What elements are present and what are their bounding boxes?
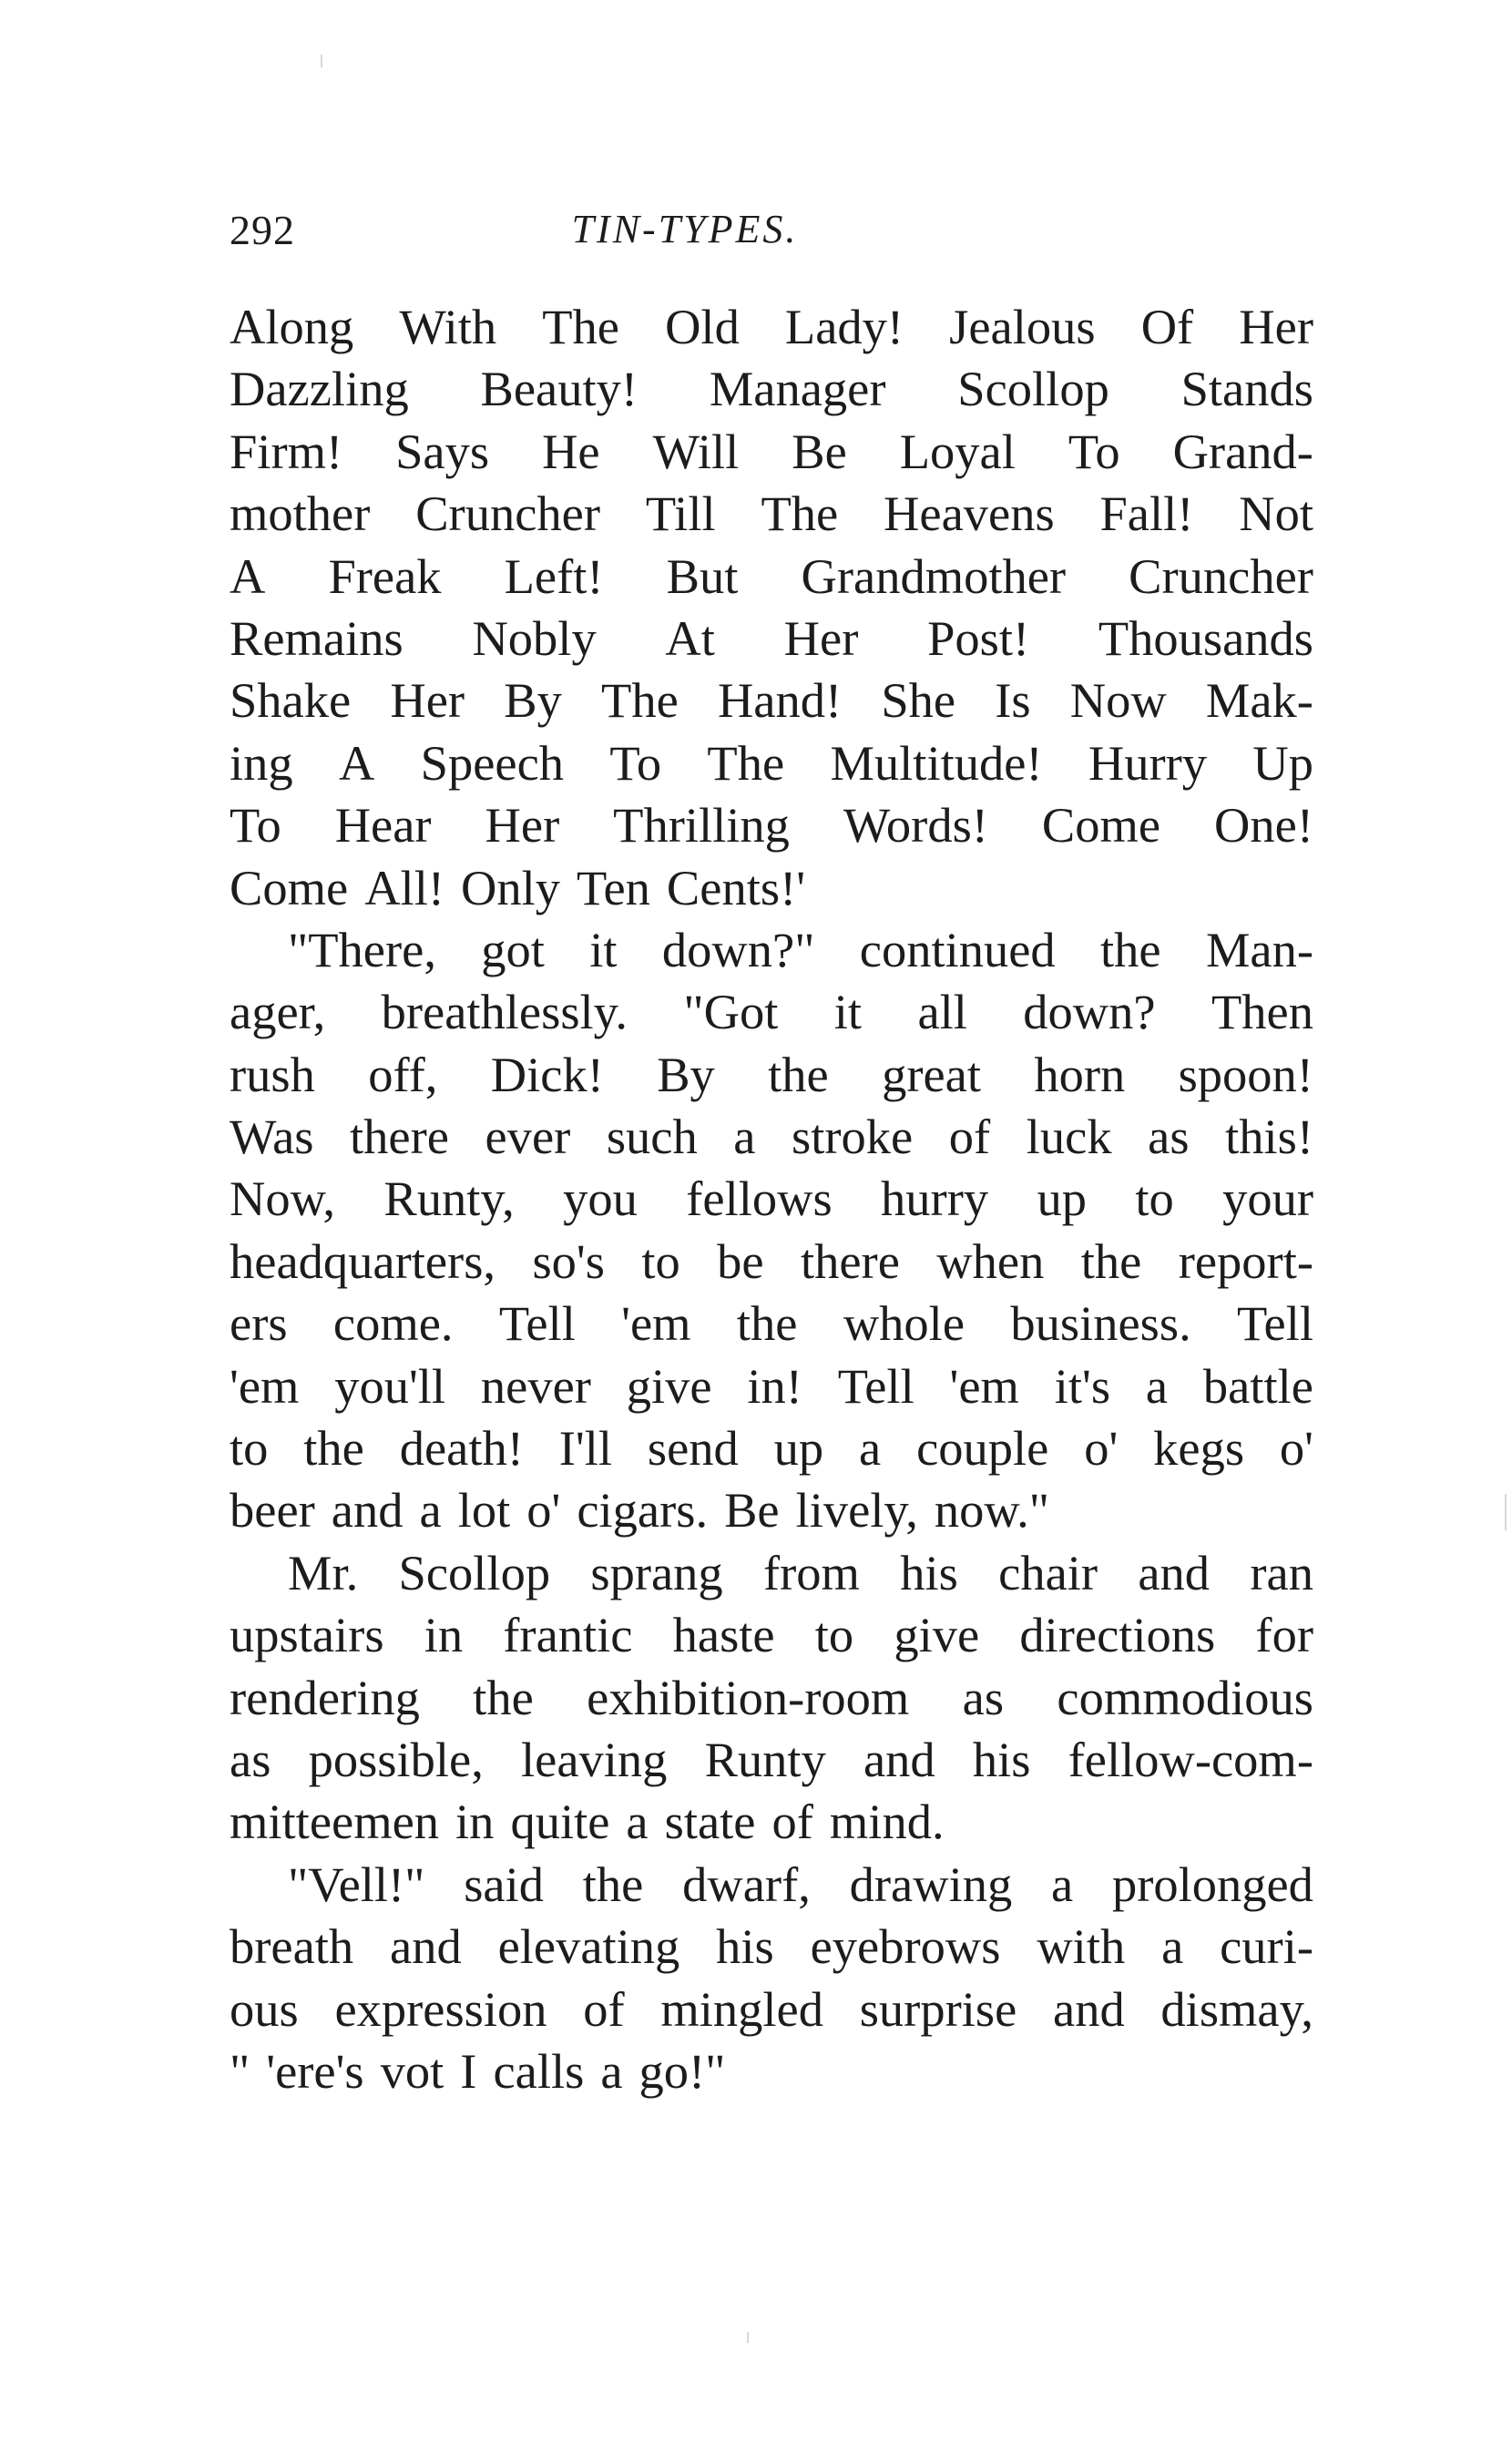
word: Thrilling [613,797,790,854]
word: in [455,1794,495,1850]
word: this! [1225,1109,1313,1165]
word: give [894,1607,980,1663]
word: and [390,1918,462,1975]
word: Hurry [1088,734,1208,791]
word: a [626,1794,649,1850]
word: up [773,1420,824,1477]
word: By [504,672,562,729]
scan-speck [321,55,322,67]
word: To [609,734,662,791]
word: business. [1010,1295,1191,1352]
word: rendering [230,1669,420,1725]
word: in! [747,1357,802,1414]
word: upstairs [230,1607,384,1663]
word: Runty [704,1731,826,1787]
text-line [230,857,1313,919]
word: kegs [1153,1420,1245,1477]
word: when [936,1232,1045,1289]
word: rush [230,1046,315,1102]
word: luck [1026,1109,1112,1165]
word: Her [390,672,465,729]
word: send [647,1420,739,1477]
word: report- [1178,1232,1313,1289]
word: be [717,1232,764,1289]
word: death! [399,1420,524,1477]
word: Thousands [1098,609,1313,666]
word: Multitude! [830,734,1043,791]
word: a [733,1109,756,1165]
word: breathlessly. [381,984,628,1040]
word: couple [916,1420,1049,1477]
word: Runty, [383,1171,515,1227]
word: there [350,1109,449,1165]
word: He [542,423,600,479]
word: the [768,1046,829,1102]
word: the [1100,921,1161,977]
word: Mr. [288,1544,359,1600]
word: Grandmother [801,547,1067,604]
word: Jealous [949,299,1096,354]
word: possible, [308,1731,484,1787]
word: Freak [328,547,442,604]
word: ers [230,1295,288,1352]
word: Hear [334,797,432,854]
word: Nobly [472,609,597,666]
word: hurry [881,1171,989,1227]
text-line [230,919,1313,981]
word: Manager [709,361,886,417]
word: battle [1202,1357,1313,1414]
word: as [230,1731,271,1787]
word: She [881,672,956,729]
word: you'll [334,1357,446,1414]
word: Not [1239,486,1313,542]
word: Left! [504,547,604,604]
word: surprise [859,1980,1017,2037]
word: now." [934,1482,1050,1539]
word: of [948,1109,991,1165]
word: "Vell!" [288,1856,425,1912]
word: Old [665,299,740,354]
word: 'ere's [266,2042,364,2099]
text-line [230,1791,1313,1853]
word: Firm! [230,423,343,479]
text-line [230,732,1313,794]
text-line [230,1854,1313,1916]
text-line [230,1417,1313,1479]
word: dismay, [1160,1980,1313,2037]
text-line [230,421,1313,483]
running-title: TIN-TYPES. [571,207,799,251]
word: A [230,547,266,604]
word: down? [1023,984,1156,1040]
word: ran [1250,1544,1313,1600]
word: Beauty! [480,361,639,417]
word: eyebrows [810,1918,1001,1975]
word: Tell [498,1295,576,1352]
word: down?" [661,921,815,977]
text-line [230,358,1313,420]
word: A [338,734,375,791]
word: up [1037,1171,1087,1227]
word: to [814,1607,854,1663]
text-line [230,1044,1313,1106]
word: One! [1214,797,1313,854]
word: exhibition-room [587,1669,910,1725]
word: off, [368,1046,438,1102]
word: it [589,921,618,977]
word: o' [526,1482,561,1539]
word: By [657,1046,715,1102]
word: Words! [843,797,988,854]
word: sprang [590,1544,723,1600]
word: Mak- [1205,672,1313,729]
word: lot [457,1482,511,1539]
text-line [230,608,1313,670]
text-line [230,1979,1313,2040]
word: Tell [837,1357,914,1414]
word: Up [1252,734,1313,791]
word: Cents!' [666,859,806,915]
word: stroke [792,1109,914,1165]
word: ager, [230,984,326,1040]
word: a [419,1482,442,1539]
text-line [230,2040,1313,2102]
word: state [664,1794,756,1850]
word: a [1050,1856,1074,1912]
text-line [230,1355,1313,1417]
word: calls [493,2042,585,2099]
word: lively, [795,1482,918,1539]
word: The [542,299,619,354]
scan-speck [1505,1494,1507,1530]
word: Along [230,299,354,354]
word: Be [724,1482,780,1539]
word: ing [230,734,293,791]
word: come. [332,1295,454,1352]
word: said [464,1856,544,1912]
word: Speech [420,734,565,791]
word: and [863,1731,935,1787]
word: "There, [288,921,436,977]
word: 'em [230,1357,300,1414]
word: o' [1279,1420,1313,1477]
text-line [230,1231,1313,1293]
word: commodious [1057,1669,1313,1725]
scan-speck [747,2332,749,2343]
word: your [1222,1171,1313,1227]
word: vot [380,2042,444,2099]
text-line [230,1729,1313,1791]
word: leaving [521,1731,668,1787]
word: Fall! [1099,486,1194,542]
word: Tell [1237,1295,1313,1352]
word: haste [672,1607,775,1663]
word: Shake [230,672,352,729]
word: Scollop [957,361,1109,417]
word: Says [395,423,490,479]
word: elevating [497,1918,680,1975]
word: Then [1211,984,1313,1040]
word: Loyal [899,423,1016,479]
word: from [762,1544,860,1600]
word: Cruncher [1129,547,1313,604]
word: his [972,1731,1031,1787]
word: " [230,2042,250,2099]
word: cigars. [577,1482,709,1539]
word: as [962,1669,1005,1725]
word: a [859,1420,882,1477]
word: Her [485,797,560,854]
word: go!" [639,2042,726,2099]
word: the [1080,1232,1142,1289]
word: the [303,1420,364,1477]
word: directions [1019,1607,1216,1663]
word: of [771,1794,813,1850]
word: curi- [1220,1918,1313,1975]
word: Lady! [784,299,904,354]
word: "Got [683,984,779,1040]
word: 'em [949,1357,1019,1414]
word: to [230,1420,269,1477]
text-line [230,1916,1313,1978]
word: prolonged [1111,1856,1313,1912]
text-line [230,670,1313,731]
word: fellows [686,1171,833,1227]
text-line [230,483,1313,545]
word: All! [364,859,444,915]
word: it [833,984,863,1040]
word: To [230,797,281,854]
word: as [1148,1109,1190,1165]
word: beer [230,1482,315,1539]
text-line [230,981,1313,1043]
word: Now [1069,672,1167,729]
word: The [707,734,785,791]
word: breath [230,1918,354,1975]
word: 'em [621,1295,691,1352]
text-line [230,1604,1313,1666]
word: his [716,1918,774,1975]
word: great [882,1046,981,1102]
text-line [230,296,1313,358]
word: such [606,1109,698,1165]
word: quite [510,1794,610,1850]
word: I [460,2042,477,2099]
word: Come [1041,797,1161,854]
word: fellow-com- [1068,1731,1313,1787]
word: Stands [1180,361,1313,417]
word: Dazzling [230,361,409,417]
word: With [399,299,497,354]
word: Post! [927,609,1030,666]
page-header [230,206,1313,270]
word: Heavens [884,486,1055,542]
word: The [761,486,839,542]
word: Till [645,486,716,542]
word: headquarters, [230,1232,496,1289]
word: so's [532,1232,605,1289]
word: o' [1084,1420,1119,1477]
word: Is [995,672,1031,729]
word: mind. [829,1794,945,1850]
word: and [331,1482,404,1539]
word: mingled [660,1980,823,2037]
word: the [582,1856,644,1912]
word: Now, [230,1171,336,1227]
word: Grand- [1172,423,1313,479]
word: a [600,2042,623,2099]
word: Only [460,859,560,915]
word: Of [1140,299,1194,354]
word: Scollop [398,1544,551,1600]
word: in [424,1607,464,1663]
text-line [230,546,1313,608]
text-line [230,794,1313,856]
word: all [917,984,967,1040]
word: Ten [576,859,650,915]
body-text [230,296,1313,2102]
text-line [230,1293,1313,1355]
word: The [601,672,679,729]
word: drawing [849,1856,1013,1912]
word: Dick! [490,1046,604,1102]
word: whole [843,1295,965,1352]
word: chair [998,1544,1098,1600]
word: and [1053,1980,1125,2037]
word: you [563,1171,638,1227]
word: got [481,921,545,977]
text-line [230,1542,1313,1604]
word: the [736,1295,798,1352]
word: for [1255,1607,1313,1663]
word: mother [230,486,371,542]
word: dwarf, [682,1856,811,1912]
text-line [230,1667,1313,1729]
text-line [230,1168,1313,1230]
word: Remains [230,609,404,666]
word: Come [230,859,349,915]
word: expression [334,1980,547,2037]
word: it's [1054,1357,1111,1414]
word: ous [230,1980,299,2037]
word: to [1135,1171,1174,1227]
word: there [800,1232,900,1289]
word: Was [230,1109,314,1165]
word: Cruncher [415,486,600,542]
word: and [1138,1544,1211,1600]
word: a [1161,1918,1184,1975]
word: horn [1034,1046,1126,1102]
word: of [583,1980,625,2037]
word: Hand! [717,672,843,729]
word: To [1068,423,1120,479]
word: the [473,1669,534,1725]
word: But [666,547,739,604]
word: I'll [558,1420,613,1477]
word: Her [783,609,859,666]
word: frantic [503,1607,633,1663]
word: Her [1239,299,1313,354]
text-line [230,1479,1313,1541]
word: with [1037,1918,1126,1975]
word: At [665,609,715,666]
word: ever [485,1109,571,1165]
word: Will [652,423,740,479]
word: spoon! [1178,1046,1313,1102]
word: never [480,1357,591,1414]
word: a [1145,1357,1169,1414]
text-line [230,1106,1313,1168]
word: to [641,1232,680,1289]
word: Be [792,423,847,479]
word: his [900,1544,958,1600]
word: give [626,1357,712,1414]
word: mitteemen [230,1794,440,1850]
word: continued [859,921,1056,977]
page-number: 292 [230,207,295,253]
word: Man- [1205,921,1313,977]
